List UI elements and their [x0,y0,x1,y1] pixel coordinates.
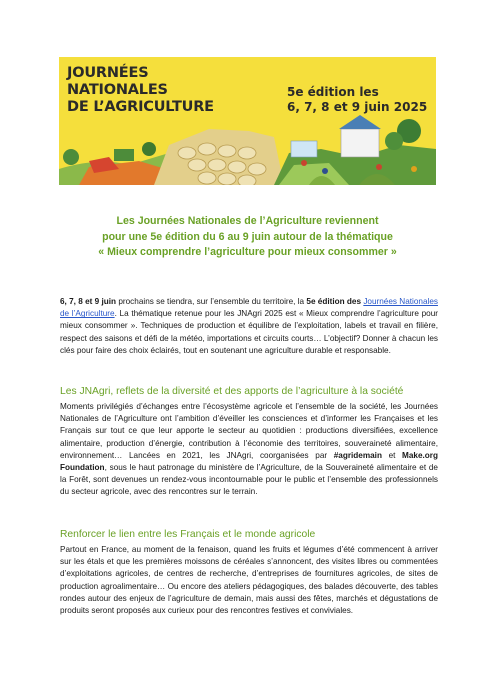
paragraph-reflets: Moments privilégiés d’échanges entre l’écosystème agricole et l’ensemble de la société, les Journées Nationales de l’Agriculture ont l’ambition d’éveiller les consciences et d’informer les Françaises et les Français sur tout ce que leur apporte le secteur au quotidien : productions diversifiées, excellence alimentaire, production d’énergie, contribution à l’économie des territoires, souveraineté alimentaire, environnement… Lancées en 2021, les JNAgri, coorganisées par #agridemain et Make.org Foundation, sous le haut patronage du ministère de l’Agriculture, de la Souveraineté alimentaire et de la Forêt, sont devenues un rendez-vous incontournable pour le public et l’ensemble des professionnels du secteur agricole, avec des rencontres sur le terrain. [60,402,438,497]
intro-heading: Les Journées Nationales de l’Agriculture reviennent pour une 5e édition du 6 au 9 juin autour de la thématique « Mieux comprendre l’agriculture pour mieux consommer » [98,215,397,258]
section-heading-lien: Renforcer le lien entre les Français et le monde agricole [60,529,316,540]
banner-date: 5e édition les 6, 7, 8 et 9 juin 2025 [287,85,428,114]
paragraph-lien: Partout en France, au moment de la fenaison, quand les fruits et légumes d’été commencent à arriver sur les étals et que les premières moissons de céréales s’annoncent, des visites libres ou commentées d’exploitations agricoles, de centres de recherche, d’entreprises de fournitures agricoles, de sites de production agroalimentaire… Ou encore des ateliers pédagogiques, des balades découverte, des tables rondes autour des enjeux de l’agriculture de demain, mais aussi des fêtes, marchés et dégustations de produits seront proposés aux curieux pour des rencontres festives et conviviales. [60,545,438,616]
paragraph-intro: 6, 7, 8 et 9 juin prochains se tiendra, sur l’ensemble du territoire, la 5e édition des Journées Nationales de l’Agriculture. La thématique retenue pour les JNAgri 2025 est « Mieux comprendre l’agriculture pour mieux consommer ». Techniques de production et équilibre de l’exploitation, labels et travail en filière, respect des saisons et défi de la météo, importations et circuits courts… L’objectif? Donner à chacun les clés pour faire des choix éclairés, tout en soutenant une agriculture durable et responsable. [60,297,439,355]
section-heading-reflets: Les JNAgri, reflets de la diversité et des apports de l’agriculture à la société [60,386,404,397]
jnagri-link[interactable]: Journées Nationales de l’Agriculture [60,297,438,319]
banner-title: JOURNÉES NATIONALES DE L’AGRICULTURE [67,65,214,115]
banner [59,57,436,185]
